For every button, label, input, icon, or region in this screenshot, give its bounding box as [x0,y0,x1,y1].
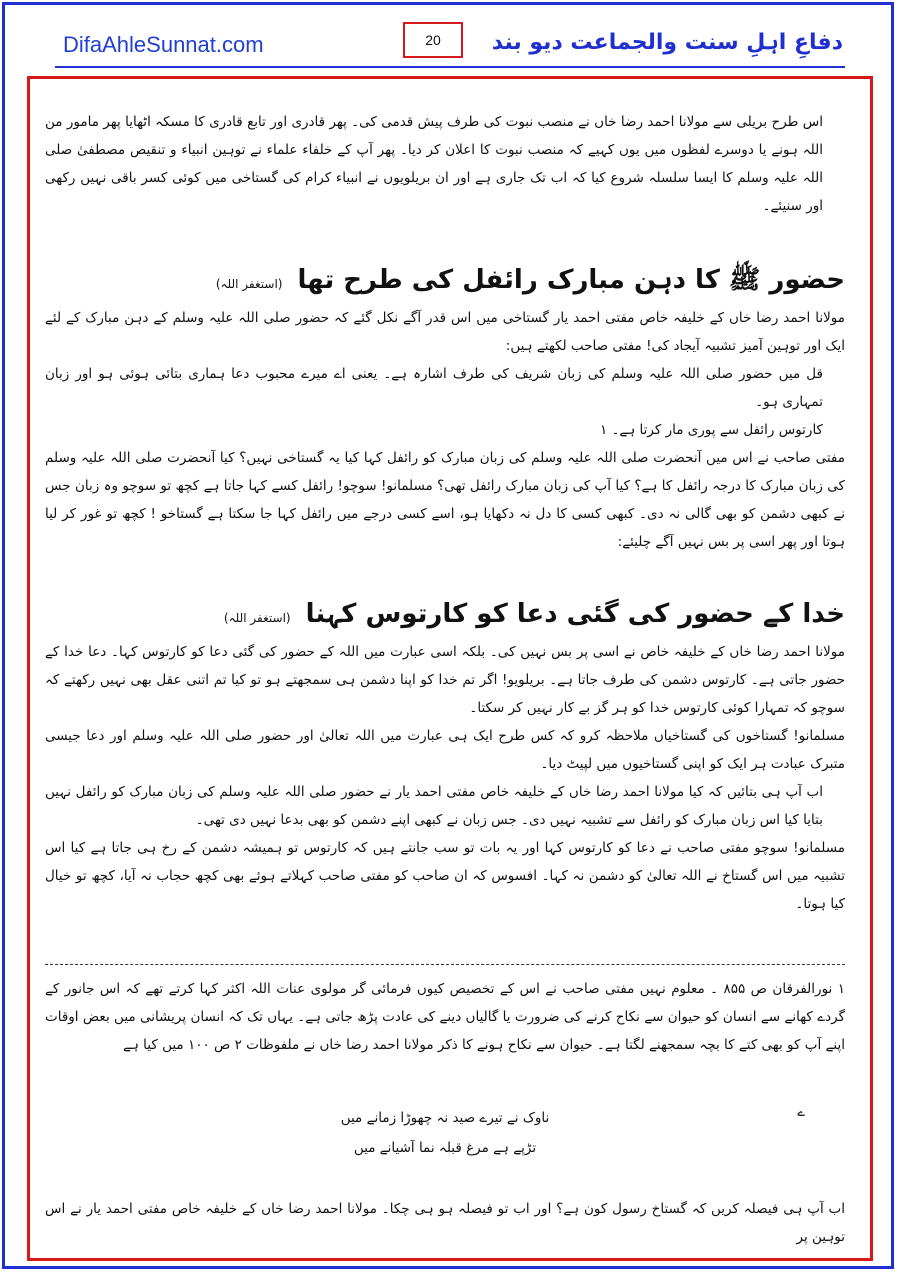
footnote-divider [45,964,845,965]
page-header [55,20,845,68]
intro-paragraph: اس طرح بریلی سے مولانا احمد رضا خاں نے منصب نبوت کی طرف پیش قدمی کی۔ پھر قادری اور تابع قادری کا مسکہ اٹھایا پھر مامور من اللہ ہونے یا دوسرے لفظوں میں یوں کہیے کہ منصب نبوت کا اعلان کر دیا۔ پھر آپ کے خلفاء علماء نے توہین انبیاء و تنقیص مصطفیٰ صلی اللہ علیہ وسلم کا ایسا سلسلہ شروع کیا کہ اب تک جاری ہے اور ان بریلویوں نے انبیاء کرام کی گستاخی میں کوئی کسر باقی نہیں رکھی اور سنیئے۔ [45,114,823,214]
poetry-line: تڑپے ہے مرغ قبلہ نما آشیانے میں [353,1140,537,1156]
site-name: DifaAhleSunnat.com [63,32,264,57]
poetry-block [45,1103,845,1163]
quote-line: کارتوس رائفل سے پوری مار کرتا ہے۔ ۱ [599,422,823,438]
section1-paragraph: مولانا احمد رضا خاں کے خلیفہ خاص مفتی احمد یار گستاخی میں اس قدر آگے نکل گئے کہ حضور صلی اللہ علیہ وسلم کے دہن مبارک کے لئے ایک اور توہین آمیز تشبیہ آیجاد کی! مفتی صاحب لکھتے ہیں: [45,310,845,354]
book-title: دفاعِ اہلِ سنت والجماعت دیو بند [491,30,843,55]
section-heading [45,260,845,304]
page-number: 20 [403,22,463,58]
section-heading-note: (استغفر اللہ) [223,611,291,625]
section2-paragraph: اب آپ ہی بتائیں کہ کیا مولانا احمد رضا خاں کے خلیفہ خاص مفتی احمد یار نے حضور صلی اللہ علیہ وسلم کی زبان مبارک کو رائفل نہیں بتایا کیا اس زبان مبارک کو رائفل سے تشبیہ نہیں دی۔ جس زبان نے کبھی اپنے دشمن کو بھی بدعا نہیں دی تھی۔ [45,784,823,828]
header-divider [55,66,845,68]
page-content [45,100,845,1251]
poetry-marker: ے [797,1105,805,1120]
section1-paragraph: مفتی صاحب نے اس میں آنحضرت صلی اللہ علیہ وسلم کی زبان مبارک کو رائفل کہا کیا یہ گستاخی نہیں؟ کیا آنحضرت صلی اللہ علیہ وسلم کی زبان مبارک کا درجہ رائفل کا ہے؟ کیا آپ کی زبان مبارک رائفل تھی؟ مسلمانو! سوچو! رائفل کسے کہا جاتا ہے کچھ تو سوچو وہ زبان جس نے کبھی دشمن کو بھی گالی نہ دی۔ کبھی کسی کا دل نہ دکھایا ہو، اسے کسی درجے میں رائفل کہا جا سکتا ہے گستاخو ! کچھ تو غور کر لیا ہوتا اور پھر اسی پر بس نہیں آگے چلیئے: [45,450,845,550]
section-heading-note: (استغفر اللہ) [215,277,283,291]
section2-paragraph: مسلمانو! گستاخوں کی گستاخیاں ملاحظہ کرو کہ کس طرح ایک ہی عبارت میں اللہ تعالیٰ اور حضور صلی اللہ علیہ وسلم اور دعا جیسی متبرک عبادت ہر ایک کو اپنی گستاخیوں میں لپیٹ دیا۔ [45,728,845,772]
section-heading-text: خدا کے حضور کی گئی دعا کو کارتوس کہنا [305,599,845,629]
poetry-line: ناوک نے تیرے صید نہ چھوڑا زمانے میں [340,1110,550,1126]
closing-paragraph: اب آپ ہی فیصلہ کریں کہ گستاخ رسول کون ہے؟ اور اب تو فیصلہ ہو ہی چکا۔ مولانا احمد رضا خاں کے خلیفہ خاص مفتی احمد یار نے اس توہین پر [45,1201,845,1245]
section-heading [45,594,845,638]
quote-line: قل میں حضور صلی اللہ علیہ وسلم کی زبان شریف کی طرف اشارہ ہے۔ یعنی اے میرے محبوب دعا ہماری بتائی ہوئی ہو اور زبان تمہاری ہو۔ [45,366,823,410]
section-heading-text: حضور ﷺ کا دہن مبارک رائفل کی طرح تھا [297,265,845,295]
footnote: ۱ نورالفرقان ص ۸۵۵ ۔ معلوم نہیں مفتی صاحب نے اس کے تخصیص کیوں فرمائی گر مولوی عنات اللہ اکثر کہا کرتے تھے کہ اس جانور کے گردے کھانے سے انسان کو حیوان سے نکاح کرنے کی ضرورت یا گالیاں دینے کی عادت پڑھ جاتی ہے۔ یہاں تک کہ انسان پریشانی میں بعض اوقات اپنے آپ کو بھی کتے کا بچہ سمجھنے لگتا ہے۔ حیوان سے نکاح ہونے کا ذکر مولانا احمد رضا خاں نے ملفوظات ۲ ص ۱۰۰ میں کیا ہے [45,981,845,1053]
section2-paragraph: مولانا احمد رضا خاں کے خلیفہ خاص نے اسی پر بس نہیں کی۔ بلکہ اسی عبارت میں اللہ کے حضور کی گئی دعا کو کارتوس کہا۔ دعا خدا کے حضور جاتی ہے۔ کارتوس دشمن کی طرف جاتا ہے۔ بریلویو! اگر تم خدا کو اپنا دشمن ہی سمجھتے ہو تو کیا تم اتنی عقل بھی نہیں رکھتے کہ سوچو کہ تمہارا کوئی کارتوس خدا کو ہر گز بے کار نہیں کر سکتا۔ [45,644,845,716]
section2-paragraph: مسلمانو! سوچو مفتی صاحب نے دعا کو کارتوس کہا اور یہ بات تو سب جانتے ہیں کہ کارتوس تو ہمیشہ دشمن کے رخ ہی جاتا ہے کیا اس تشبیہ میں اس گستاخ نے اللہ تعالیٰ کو دشمن نہ کہا۔ افسوس کہ ان صاحب کو مفتی صاحب کہلاتے ہوئے بھی کچھ حجاب نہ آیا، کچھ تو خیال کیا ہوتا۔ [45,840,845,912]
